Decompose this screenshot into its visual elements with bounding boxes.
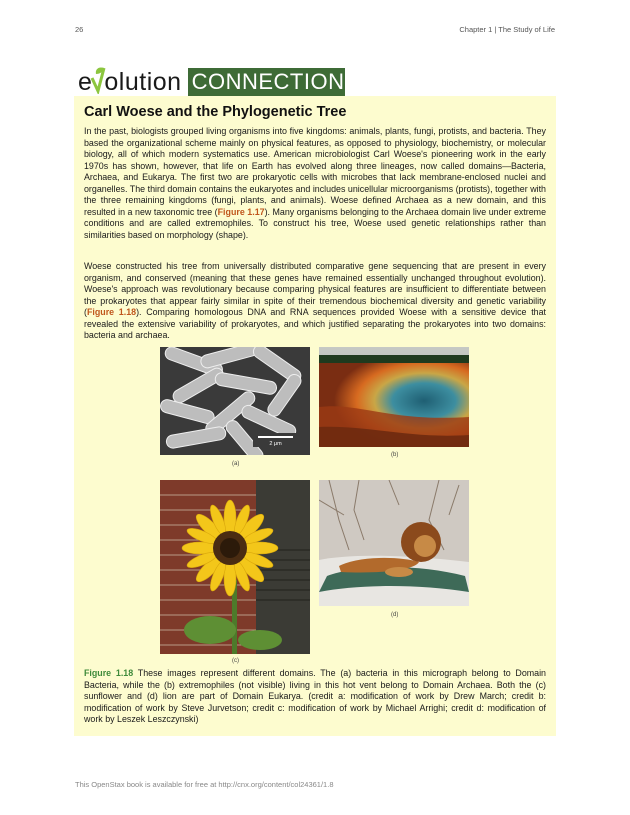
label-b: (b) bbox=[391, 452, 399, 458]
figure-caption bbox=[84, 668, 546, 726]
scale-bar-label: 2 μm bbox=[269, 441, 282, 447]
feature-box bbox=[74, 96, 556, 736]
sunflower-image bbox=[160, 480, 310, 654]
p1-tail: ). Many organisms belonging to the Archaea domain live under extreme conditions and are called extremophiles. To construct his tree, Woese used genetic relationships rather than similarities based on morphology (shape). bbox=[84, 206, 547, 240]
p2-text: Woese constructed his tree from universally distributed comparative gene sequencing that are present in every organism, and conserved (meaning that these genes have remained essentially unchanged throughout evolution). Woese's approach was revolutionary because comparing physical features are insufficient to differentiate between the prokaryotes that appear fairly similar in spite of their tremendous biochemical diversity and genetic variability ( bbox=[84, 261, 546, 317]
p1-text: In the past, biologists grouped living organisms into five kingdoms: animals, plants, fungi, protists, and bacteria. They based the organizational scheme mainly on physical features, as opposed to physiology, biochemistry, or molecular biology, all of which modern systematics use. American microbiologist Carl Woese's pioneering work in the early 1970s has shown, however, that life on Earth has evolved along three lineages, now called domains—Bacteria, Archaea, and Eukarya. The first two are prokaryotic cells with microbes that lack membrane-enclosed nuclei and organelles. The third domain contains the eukaryotes and includes unicellular microorganisms (protists), together with the three remaining kingdoms (fungi, plants, and animals). Woese defined Archaea as a new domain, and this resulted in a new taxonomic tree ( bbox=[84, 126, 546, 217]
caption-text: These images represent different domains. The (a) bacteria in this micrograph belong to Domain Bacteria, while the (b) extremophiles (not visible) living in this hot vent belong to Domain Archaea. Both the (c) sunflower and (d) lion are part of Domain Eukarya. (credit a: modification of work by Drew March; credit b: modification of work by Steve Jurvetson; credit c: modification of work by Michael Arrighi; credit d: modification of work by Leszek Leszczynski) bbox=[84, 668, 546, 724]
connection-text: CONNECTION bbox=[191, 69, 345, 94]
page-footer: This OpenStax book is available for free at http://cnx.org/content/col24361/1.8 bbox=[75, 780, 334, 789]
evo-rest: olution bbox=[104, 67, 182, 96]
evolution-logo bbox=[74, 68, 188, 96]
bacteria-micrograph-image bbox=[160, 347, 310, 455]
paragraph-2 bbox=[84, 261, 546, 342]
evolution-connection-banner bbox=[74, 68, 345, 96]
label-c: (c) bbox=[232, 658, 239, 664]
figure-1-17-link[interactable]: Figure 1.17 bbox=[217, 206, 265, 217]
article-title: Carl Woese and the Phylogenetic Tree bbox=[84, 104, 347, 120]
evo-prefix: e bbox=[78, 67, 93, 96]
chapter-header: Chapter 1 | The Study of Life bbox=[459, 25, 555, 34]
p2-tail: ). Comparing homologous DNA and RNA sequences provided Woese with a sensitive device that revealed the extensive variability of prokaryotes, and which justified separating the prokaryotes into two domains: bacteria and archaea. bbox=[84, 307, 546, 340]
figure-1-18-link[interactable]: Figure 1.18 bbox=[86, 307, 137, 317]
hot-spring-image bbox=[319, 347, 469, 447]
label-d: (d) bbox=[391, 612, 399, 618]
paragraph-1 bbox=[84, 126, 546, 241]
caption-label: Figure 1.18 bbox=[84, 668, 134, 678]
label-a: (a) bbox=[232, 461, 240, 467]
lion-image bbox=[319, 480, 469, 606]
page-number: 26 bbox=[75, 25, 84, 34]
